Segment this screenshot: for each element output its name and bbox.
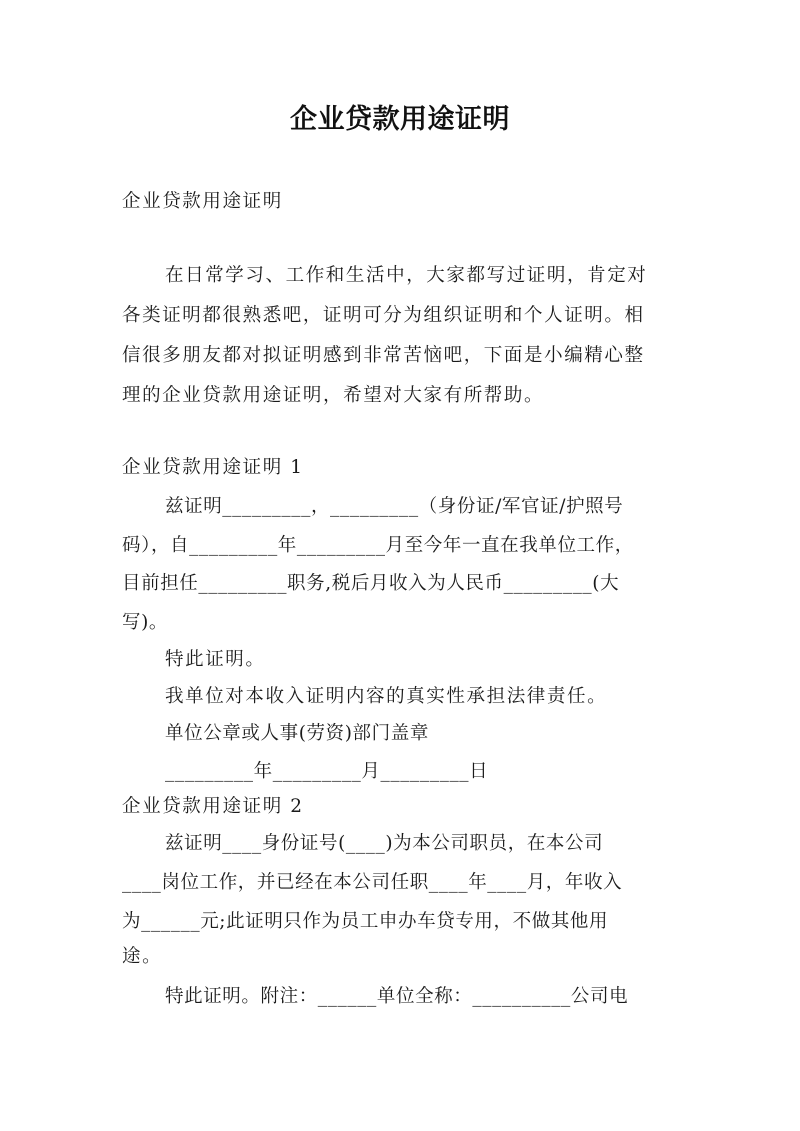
document-subtitle: 企业贷款用途证明 [122,191,283,212]
section2-line: 途。 [122,946,163,967]
date-line: _________年_________月_________日 [165,761,489,782]
section2-heading: 企业贷款用途证明 2 [122,796,304,817]
intro-line: 信很多朋友都对拟证明感到非常苦恼吧，下面是小编精心整 [122,345,645,366]
intro-line: 各类证明都很熟悉吧，证明可分为组织证明和个人证明。相 [122,305,645,326]
section1-heading: 企业贷款用途证明 1 [122,457,304,478]
section2-line: 特此证明。附注：______单位全称：__________公司电 [165,986,629,1007]
section1-line: 目前担任_________职务,税后月收入为人民币_________(大 [122,573,620,594]
section2-line: 为______元;此证明只作为员工申办车贷专用，不做其他用 [122,911,609,932]
section2-line: ____岗位工作，并已经在本公司任职____年____月，年收入 [122,872,623,893]
section1-line: 特此证明。 [165,649,266,670]
intro-line: 在日常学习、工作和生活中，大家都写过证明，肯定对 [165,265,648,286]
section1-line: 写)。 [122,612,169,633]
section1-line: 码），自_________年_________月至今年一直在我单位工作， [122,535,634,556]
intro-line: 理的企业贷款用途证明，希望对大家有所帮助。 [122,385,545,406]
section2-line: 兹证明____身份证号(____)为本公司职员，在本公司 [165,833,604,854]
section1-line: 我单位对本收入证明内容的真实性承担法律责任。 [165,686,608,707]
page-title: 企业贷款用途证明 [290,104,510,135]
section1-line: 单位公章或人事(劳资)部门盖章 [165,723,429,744]
section1-line: 兹证明_________，_________（身份证/军官证/护照号 [165,496,624,517]
